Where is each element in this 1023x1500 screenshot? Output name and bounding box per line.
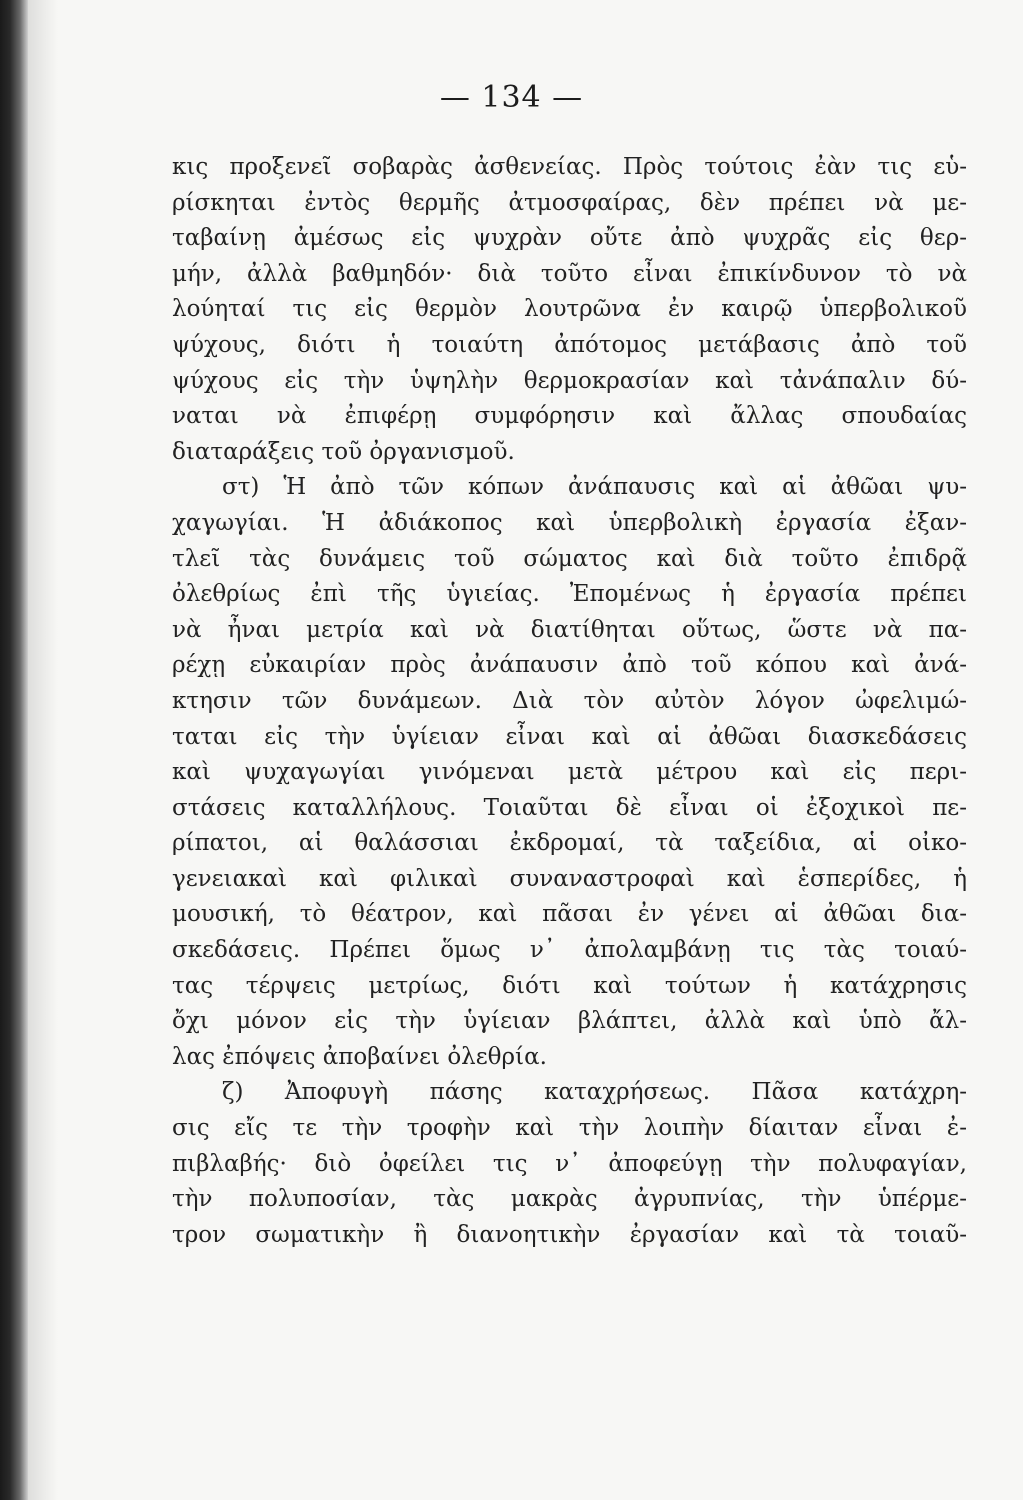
body-text [172,150,967,1253]
text-line: διαταράξεις τοῦ ὀργανισμοῦ. [172,438,515,465]
text-line: ταβαίνῃ ἀμέσως εἰς ψυχρὰν οὔτε ἀπὸ ψυχρᾶς εἰς θερ- [172,225,967,252]
text-line: σκεδάσεις. Πρέπει ὅμως ν᾽ ἀπολαμβάνῃ τις τὰς τοιαύ- [172,937,967,964]
text-line: μουσική, τὸ θέατρον, καὶ πᾶσαι ἐν γένει αἱ ἀθῶαι δια- [172,901,967,928]
text-line: μήν, ἀλλὰ βαθμηδόν· διὰ τοῦτο εἶναι ἐπικίνδυνον τὸ νὰ [172,260,967,287]
text-line: τας τέρψεις μετρίως, διότι καὶ τούτων ἡ κατάχρησις [172,972,967,999]
text-line: τρον σωματικὴν ἢ διανοητικὴν ἐργασίαν καὶ τὰ τοιαῦ- [172,1221,967,1248]
text-line: κτησιν τῶν δυνάμεων. Διὰ τὸν αὐτὸν λόγον ὠφελιμώ- [172,687,967,714]
text-line: στάσεις καταλλήλους. Τοιαῦται δὲ εἶναι οἱ ἐξοχικοὶ πε- [172,794,967,821]
text-line: τλεῖ τὰς δυνάμεις τοῦ σώματος καὶ διὰ τοῦτο ἐπιδρᾷ [172,545,967,572]
text-line: ναται νὰ ἐπιφέρῃ συμφόρησιν καὶ ἄλλας σπουδαίας [172,403,967,430]
text-line: πιβλαβής· διὸ ὀφείλει τις ν᾽ ἀποφεύγῃ τὴν πολυφαγίαν, [172,1150,967,1177]
text-line: ρίσκηται ἐντὸς θερμῆς ἀτμοσφαίρας, δὲν πρέπει νὰ με- [172,189,967,216]
text-line: λας ἐπόψεις ἀποβαίνει ὀλεθρία. [172,1043,547,1070]
page-number: — 134 — [439,80,584,115]
text-line: ψύχους εἰς τὴν ὑψηλὴν θερμοκρασίαν καὶ τἀνάπαλιν δύ- [172,367,967,394]
text-line: γενειακαὶ καὶ φιλικαὶ συναναστροφαὶ καὶ ἑσπερίδες, ἡ [172,865,967,892]
text-line: ρίπατοι, αἱ θαλάσσιαι ἐκδρομαί, τὰ ταξείδια, αἱ οἰκο- [172,830,967,857]
text-line: κις προξενεῖ σοβαρὰς ἀσθενείας. Πρὸς τούτοις ἐὰν τις εὑ- [172,154,967,180]
text-line: καὶ ψυχαγωγίαι γινόμεναι μετὰ μέτρου καὶ εἰς περι- [172,759,967,786]
text-line: στ) Ἡ ἀπὸ τῶν κόπων ἀνάπαυσις καὶ αἱ ἀθῶαι ψυ- [222,474,967,501]
text-line: λούηταί τις εἰς θερμὸν λουτρῶνα ἐν καιρῷ ὑπερβολικοῦ [172,296,967,323]
text-line: ψύχους, διότι ἡ τοιαύτη ἀπότομος μετάβασις ἀπὸ τοῦ [172,331,967,358]
text-line: ζ) Ἀποφυγὴ πάσης καταχρήσεως. Πᾶσα κατάχρη- [222,1079,967,1106]
text-line: τὴν πολυποσίαν, τὰς μακρὰς ἀγρυπνίας, τὴν ὑπέρμε- [172,1186,967,1213]
text-line: χαγωγίαι. Ἡ ἀδιάκοπος καὶ ὑπερβολικὴ ἐργασία ἐξαν- [172,509,967,536]
text-line: ρέχῃ εὐκαιρίαν πρὸς ἀνάπαυσιν ἀπὸ τοῦ κόπου καὶ ἀνά- [172,652,967,679]
page-gutter-shadow [28,0,58,1500]
text-line: ταται εἰς τὴν ὑγίειαν εἶναι καὶ αἱ ἀθῶαι διασκεδάσεις [172,723,967,750]
text-line: νὰ ἦναι μετρία καὶ νὰ διατίθηται οὕτως, ὥστε νὰ πα- [172,616,967,643]
page-binding-shadow [0,0,28,1500]
text-line: ὀλεθρίως ἐπὶ τῆς ὑγιείας. Ἐπομένως ἡ ἐργασία πρέπει [172,581,967,608]
text-line: σις εἴς τε τὴν τροφὴν καὶ τὴν λοιπὴν δίαιταν εἶναι ἐ- [172,1115,967,1142]
text-line: ὄχι μόνον εἰς τὴν ὑγίειαν βλάπτει, ἀλλὰ καὶ ὑπὸ ἄλ- [172,1008,967,1035]
